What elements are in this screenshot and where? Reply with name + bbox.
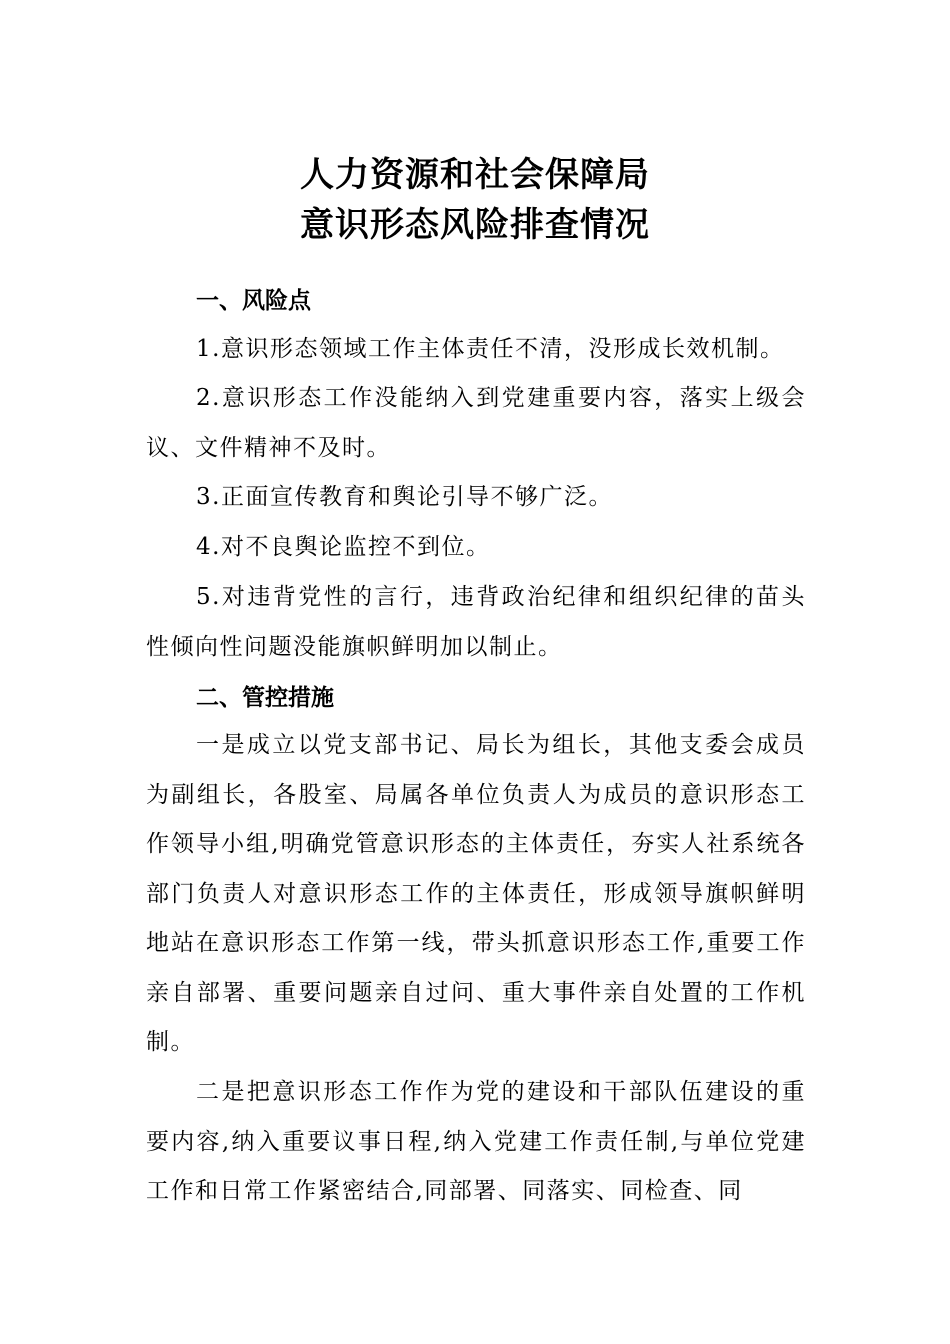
risk-item: 3.正面宣传教育和舆论引导不够广泛。 [196,484,613,510]
section-heading-risk-points: 一、风险点 [196,288,311,314]
measure-paragraph: 二是把意识形态工作作为党的建设和干部队伍建设的重要内容,纳入重要议事日程,纳入党建工作责任制,与单位党建工作和日常工作紧密结合,同部署、同落实、同检查、同 [146,1079,806,1204]
measure-paragraph: 一是成立以党支部书记、局长为组长，其他支委会成员为副组长，各股室、局属各单位负责人为成员的意识形态工作领导小组,明确党管意识形态的主体责任，夯实人社系统各部门负责人对意识形态工作的主体责任，形成领导旗帜鲜明地站在意识形态工作第一线，带头抓意识形态工作,重要工作亲自部署、重要问题亲自过问、重大事件亲自处置的工作机制。 [146,732,806,1055]
risk-item: 2.意识形态工作没能纳入到党建重要内容，落实上级会议、文件精神不及时。 [146,385,806,461]
section-heading-control-measures: 二、管控措施 [196,685,334,711]
risk-item: 1.意识形态领域工作主体责任不清，没形成长效机制。 [196,336,785,362]
risk-item: 4.对不良舆论监控不到位。 [196,534,491,560]
document-title-line-1: 人力资源和社会保障局 [300,155,650,195]
risk-item: 5.对违背党性的言行，违背政治纪律和组织纪律的苗头性倾向性问题没能旗帜鲜明加以制止。 [146,584,806,660]
document-title-line-2: 意识形态风险排查情况 [300,205,650,245]
